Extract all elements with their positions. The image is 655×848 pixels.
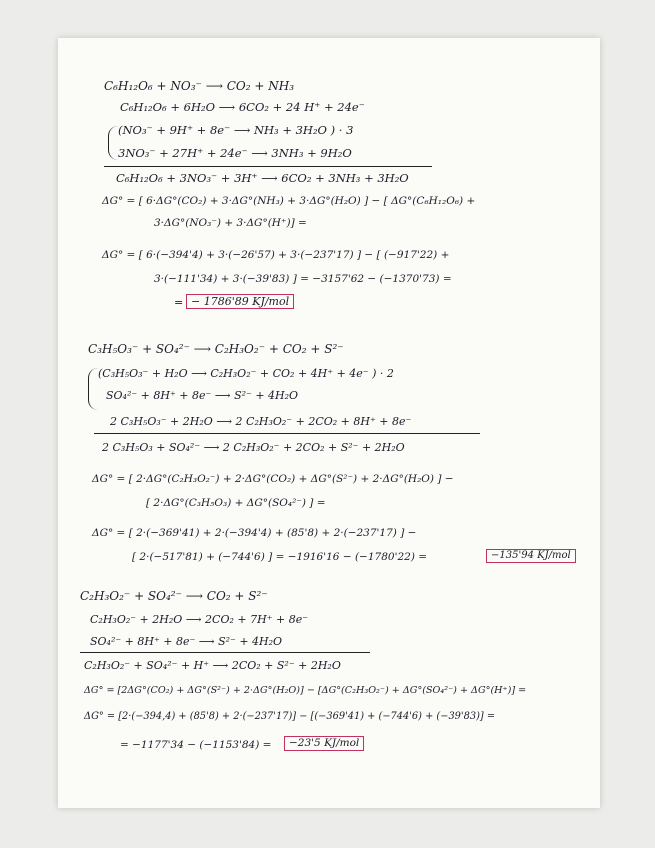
p3-result: −23'5 KJ/mol (284, 736, 364, 751)
p2-dg-formula-1: ΔG° = [ 2·ΔG°(C₂H₃O₂⁻) + 2·ΔG°(CO₂) + ΔG°(S²⁻) + 2·ΔG°(H₂O) ] − (92, 473, 454, 485)
p2-dg-values-1: ΔG° = [ 2·(−369'41) + 2·(−394'4) + (85'8) + 2·(−237'17) ] − (92, 527, 417, 539)
p3-sum-line (80, 652, 370, 653)
p2-half1: (C₃H₅O₃⁻ + H₂O ⟶ C₂H₃O₂⁻ + CO₂ + 4H⁺ + 4e⁻ ) · 2 (98, 367, 394, 380)
p1-half2: (NO₃⁻ + 9H⁺ + 8e⁻ ⟶ NH₃ + 3H₂O ) · 3 (118, 123, 354, 137)
p2-half2: SO₄²⁻ + 8H⁺ + 8e⁻ ⟶ S²⁻ + 4H₂O (106, 389, 299, 402)
p3-overall: C₂H₃O₂⁻ + SO₄²⁻ + H⁺ ⟶ 2CO₂ + S²⁻ + 2H₂O (84, 659, 341, 672)
p1-dg-formula-1: ΔG° = [ 6·ΔG°(CO₂) + 3·ΔG°(NH₃) + 3·ΔG°(H₂O) ] − [ ΔG°(C₆H₁₂O₆) + (102, 195, 476, 207)
p2-half1-x2: 2 C₃H₅O₃⁻ + 2H₂O ⟶ 2 C₂H₃O₂⁻ + 2CO₂ + 8H⁺ + 8e⁻ (110, 415, 412, 428)
worksheet-page (58, 38, 600, 808)
p1-half2-x3: 3NO₃⁻ + 27H⁺ + 24e⁻ ⟶ 3NH₃ + 9H₂O (118, 146, 352, 160)
p1-reaction: C₆H₁₂O₆ + NO₃⁻ ⟶ CO₂ + NH₃ (104, 79, 295, 93)
p3-result-prefix: = −1177'34 − (−1153'84) = (120, 739, 272, 751)
p2-dg-values-2: [ 2·(−517'81) + (−744'6) ] = −1916'16 − (−1780'22) = (132, 551, 428, 563)
p2-dg-formula-2: [ 2·ΔG°(C₃H₅O₃) + ΔG°(SO₄²⁻) ] = (146, 497, 326, 509)
p2-overall: 2 C₃H₅O₃ + SO₄²⁻ ⟶ 2 C₂H₃O₂⁻ + 2CO₂ + S²⁻ + 2H₂O (102, 441, 405, 454)
p1-sum-line (104, 166, 432, 167)
p1-dg-values-1: ΔG° = [ 6·(−394'4) + 3·(−26'57) + 3·(−237'17) ] − [ (−917'22) + (102, 249, 450, 261)
p1-half1: C₆H₁₂O₆ + 6H₂O ⟶ 6CO₂ + 24 H⁺ + 24e⁻ (120, 100, 365, 114)
p3-half1: C₂H₃O₂⁻ + 2H₂O ⟶ 2CO₂ + 7H⁺ + 8e⁻ (90, 613, 309, 626)
p1-bracket (108, 126, 118, 160)
p1-result-prefix: = (174, 296, 184, 309)
p2-result: −135'94 KJ/mol (486, 549, 576, 563)
p1-overall: C₆H₁₂O₆ + 3NO₃⁻ + 3H⁺ ⟶ 6CO₂ + 3NH₃ + 3H₂O (116, 171, 409, 185)
p1-dg-values-2: 3·(−111'34) + 3·(−39'83) ] = −3157'62 − (−1370'73) = (154, 273, 452, 285)
p3-dg-values: ΔG° = [2·(−394,4) + (85'8) + 2·(−237'17)] − [(−369'41) + (−744'6) + (−39'83)] = (84, 711, 496, 722)
p1-result: − 1786'89 KJ/mol (186, 294, 294, 309)
p2-sum-line (94, 433, 480, 434)
p2-reaction: C₃H₅O₃⁻ + SO₄²⁻ ⟶ C₂H₃O₂⁻ + CO₂ + S²⁻ (88, 342, 344, 356)
p3-dg-formula: ΔG° = [2ΔG°(CO₂) + ΔG°(S²⁻) + 2·ΔG°(H₂O)] − [ΔG°(C₂H₃O₂⁻) + ΔG°(SO₄²⁻) + ΔG°(H⁺)] = (84, 685, 527, 696)
p3-half2: SO₄²⁻ + 8H⁺ + 8e⁻ ⟶ S²⁻ + 4H₂O (90, 635, 283, 648)
p1-dg-formula-2: 3·ΔG°(NO₃⁻) + 3·ΔG°(H⁺)] = (154, 217, 307, 229)
p3-reaction: C₂H₃O₂⁻ + SO₄²⁻ ⟶ CO₂ + S²⁻ (80, 589, 268, 603)
p2-bracket (88, 368, 98, 410)
